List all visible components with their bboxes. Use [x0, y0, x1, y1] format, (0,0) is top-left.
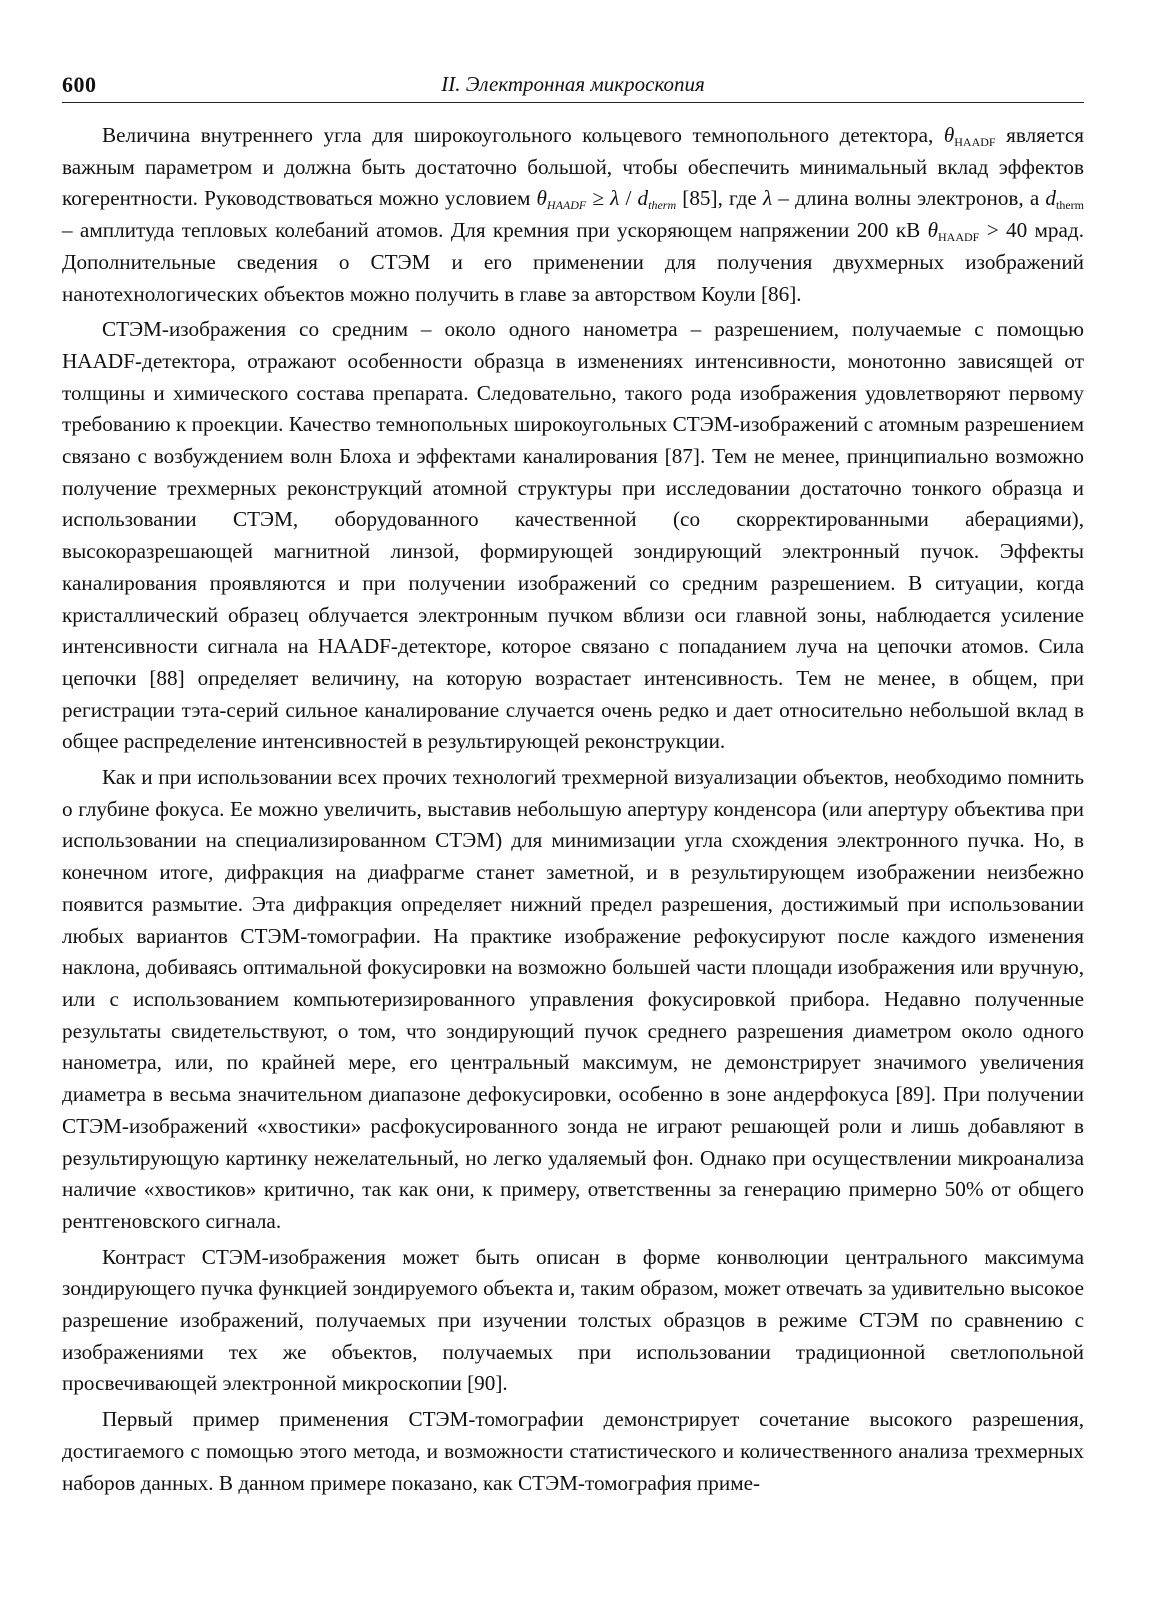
subscript: HAADF [546, 198, 587, 213]
text-run: является важным параметром и должна быть достаточно большой, чтобы обеспечить минимальный вклад эффектов когерентности. Руководствоваться можно условием [62, 123, 1084, 211]
text-run: – длина волны электронов, а [772, 186, 1046, 211]
paragraph-p4 [62, 1242, 1084, 1401]
paragraph-p3 [62, 762, 1084, 1238]
subscript: therm [1056, 198, 1084, 213]
text-run: > 40 мрад. Дополнительные сведения о СТЭМ и его применении для получения двухмерных изображений нанотехнологических объектов можно получить в главе за авторством Коули [86]. [62, 218, 1084, 306]
text-run: ≥ [586, 186, 611, 211]
text-run: Первый пример применения СТЭМ-томографии демонстрирует сочетание высокого разрешения, достигаемого с помощью этого метода, и возможности статистического и количественного анализа трехмерных наборов данных. В данном примере показано, как СТЭМ-томография приме- [62, 1407, 1084, 1495]
math-symbol: λ [610, 186, 620, 211]
paragraph-p5 [62, 1404, 1084, 1499]
text-run: Контраст СТЭМ-изображения может быть описан в форме конволюции центрального максимума зондирующего пучка функцией зондируемого объекта и, таким образом, может отвечать за удивительно высокое разрешение изображений, получаемых при изучении толстых образцов в режиме СТЭМ по сравнению с изображениями тех же объектов, получаемых при использовании традиционной светлопольной просвечивающей электронной микроскопии [90]. [62, 1244, 1084, 1396]
page-header [62, 68, 1084, 103]
text-run: [85], где [676, 186, 763, 211]
subscript: HAADF [954, 135, 996, 149]
text-run: / [619, 186, 638, 211]
math-symbol: λ [762, 186, 773, 211]
math-symbol: d [637, 186, 649, 211]
math-symbol: d [1045, 186, 1056, 211]
subscript: therm [648, 198, 677, 213]
math-symbol: θ [943, 123, 955, 147]
text-run: СТЭМ-изображения со средним – около одного нанометра – разрешением, получаемые с помощью HAADF-детектора, отражают особенности образца в изменениях интенсивности, монотонно зависящей от толщины и химического состава препарата. Следовательно, такого рода изображения удовлетворяют первому требованию к проекции. Качество темнопольных широкоугольных СТЭМ-изображений с атомным разрешением связано с возбуждением волн Блоха и эффектами каналирования [87]. Тем не менее, принципиально возможно получение трехмерных реконструкций атомной структуры при исследовании достаточно тонкого образца и использовании СТЭМ, оборудованного качественной (со скорректированными аберациями), высокоразрешающей магнитной линзой, формирующей зондирующий электронный пучок. Эффекты каналирования проявляются и при получении изображений со средним разрешением. В ситуации, когда кристаллический образец облучается электронным пучком вблизи оси главной зоны, наблюдается усиление интенсивности сигнала на HAADF-детекторе, которое связано с попаданием луча на цепочки атомов. Сила цепочки [88] определяет величину, на которую возрастает интенсивность. Тем не менее, в общем, при регистрации тэта-серий сильное каналирование случается очень редко и дает относительно небольшой вклад в общее распределение интенсивностей в результирующей реконструкции. [62, 317, 1084, 754]
running-title: II. Электронная микроскопия [441, 72, 705, 96]
paragraph-p2 [62, 314, 1084, 758]
body-text [62, 120, 1084, 1503]
page-number: 600 [62, 72, 97, 97]
subscript: HAADF [938, 230, 980, 245]
paragraph-p1 [62, 120, 1084, 310]
math-symbol: θ [536, 186, 547, 211]
text-run: – амплитуда тепловых колебаний атомов. Для кремния при ускоряющем напряжении 200 кВ [62, 218, 928, 243]
text-run: Величина внутреннего угла для широкоугольного кольцевого темнопольного детектора, [102, 123, 944, 147]
math-symbol: θ [927, 218, 939, 243]
text-run: Как и при использовании всех прочих технологий трехмерной визуализации объектов, необходимо помнить о глубине фокуса. Ее можно увеличить, выставив небольшую апертуру конденсора (или апертуру объектива при использовании на специализированном СТЭМ) для минимизации угла схождения электронного пучка. Но, в конечном итоге, дифракция на диафрагме станет заметной, и в результирующем изображении неизбежно появится размытие. Эта дифракция определяет нижний предел разрешения, достижимый при использовании любых вариантов СТЭМ-томографии. На практике изображение рефокусируют после каждого изменения наклона, добиваясь оптимальной фокусировки на возможно большей части площади изображения или вручную, или с использованием компьютеризированного управления фокусировкой прибора. Недавно полученные результаты свидетельствуют, о том, что зондирующий пучок среднего разрешения диаметром около одного нанометра, или, по крайней мере, его центральный максимум, не демонстрирует значимого увеличения диаметра в весьма значительном диапазоне дефокусировки, особенно в зоне андерфокуса [89]. При получении СТЭМ-изображений «хвостики» расфокусированного зонда не играют решающей роли и лишь добавляют в результирующую картинку нежелательный, но легко удаляемый фон. Однако при осуществлении микроанализа наличие «хвостиков» критично, так как они, к примеру, ответственны за генерацию примерно 50% от общего рентгеновского сигнала. [62, 765, 1084, 1233]
